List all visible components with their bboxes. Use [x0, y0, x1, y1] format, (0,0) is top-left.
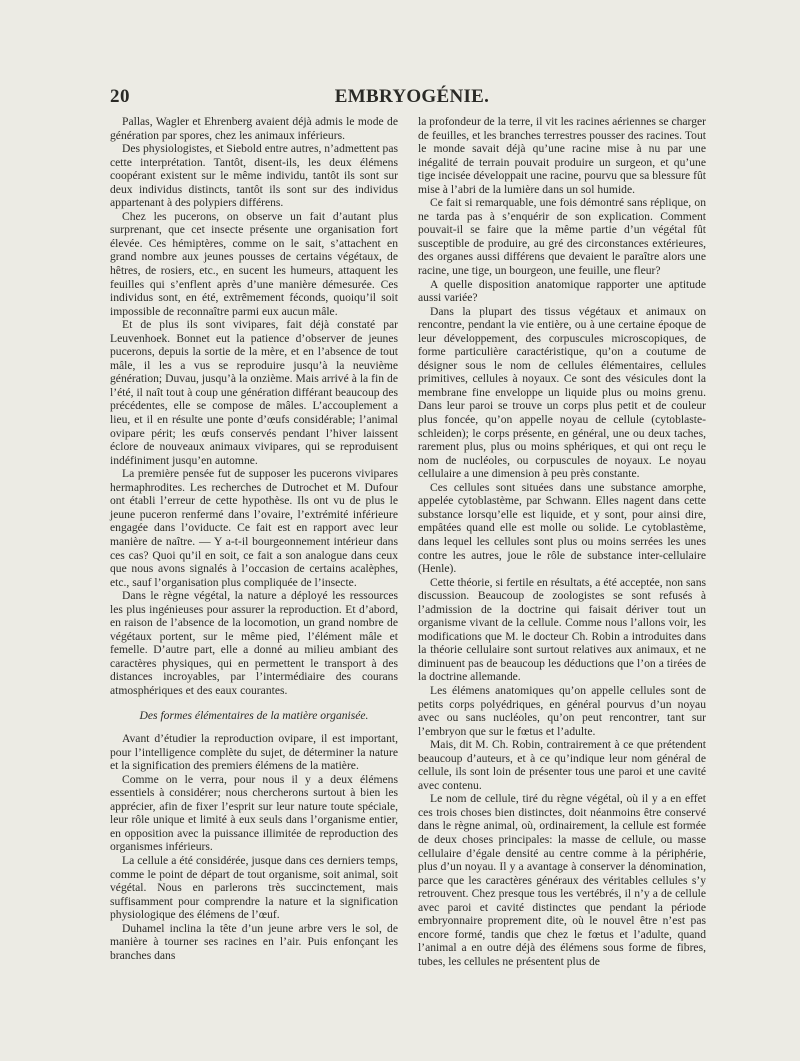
running-title: EMBRYOGÉNIE. [334, 86, 490, 107]
paragraph: la profondeur de la terre, il vit les racines aériennes se charger de feuilles, et les branches terrestres pousser des racines. Tout le monde savait déjà qu’une racine mise à nu par une inégalité de terrain pouvait produire un surgeon, et qu’une tige incisée développait une racine, pourvu que sa blessure fût mise à l’abri de la lumière dans un sol humide. [418, 115, 706, 196]
paragraph: Dans le règne végétal, la nature a déployé les ressources les plus ingénieuses pour assurer la reproduction. Et d’abord, en raison de l’absence de la locomotion, un grand nombre de végétaux portent, sur le même pied, l’élément mâle et femelle. D’autre part, elle a donné au milieu ambiant des caractères physiques, qui en permettent le transport à des distances incroyables, par l’intermédiaire des courans atmosphériques et des eaux courantes. [110, 589, 398, 697]
paragraph: Le nom de cellule, tiré du règne végétal, où il y a en effet ces trois choses bien distinctes, doit néanmoins être conservé dans le règne animal, où, ordinairement, la cellule est formée de deux choses principales: la masse de cellule, ou masse cellulaire d’égale densité au centre comme à la périphérie, plus d’un noyau. Il y a avantage à conserver la dénomination, parce que les caractères généraux des véritables cellules s’y retrouvent. Chez presque tous les vertébrés, il n’y a de cellule avec paroi et cavité distinctes que pendant la période embryonnaire proprement dite, où le nouvel être n’est pas encore formé, tandis que chez le fœtus et l’adulte, quand l’animal a en outre déjà des élémens sous forme de fibres, tubes, les cellules ne présentent plus de [418, 792, 706, 968]
section-heading: Des formes élémentaires de la matière organisée. [139, 708, 369, 722]
paragraph: Ces cellules sont situées dans une substance amorphe, appelée cytoblastème, par Schwann. Elles nagent dans cette substance lorsqu’elle est liquide, et y sont, pour ainsi dire, empâtées quand elle est molle ou solide. Le cytoblastème, dans lequel les cellules sont plus ou moins serrées les unes contre les autres, joue le rôle de substance inter-cellulaire (Henle). [418, 480, 706, 576]
paragraph: Dans la plupart des tissus végétaux et animaux on rencontre, pendant la vie entière, ou à une certaine époque de leur développement, des corpuscules microscopiques, de forme particulière caractéristique, qu’on a coutume de désigner sous le nom de cellules élémentaires, cellules primitives, cellules à noyaux. Ce sont des vésicules dont la membrane fine enveloppe un liquide plus ou moins grenu. Dans leur paroi se trouve un corps plus petit et de couleur plus foncée, qu’on appelle noyau de cellule (cytoblaste-schleiden); le corps présente, en général, une ou deux taches, rarement plus, plus ou moins sphériques, et qui ont reçu le nom de nucléoles, ou corpuscules de noyaux. Le noyau cellulaire a une dimension à peu près constante. [418, 304, 706, 481]
paragraph: Les élémens anatomiques qu’on appelle cellules sont de petits corps polyédriques, en général pourvus d’un noyau avec ou sans nucléoles, qu’on peut rencontrer, tant sur l’embryon que sur le fœtus et l’adulte. [418, 683, 706, 738]
paragraph: La première pensée fut de supposer les pucerons vivipares hermaphrodites. Les recherches de Dutrochet et M. Dufour ont établi l’erreur de cette hypothèse. Ils ont vu de plus le jeune puceron renfermé dans l’ovaire, l’extrémité inférieure engagée dans l’oviducte. Ce fait est en rapport avec leur manière de naître. — Y a-t-il bourgeonnement intérieur dans ces cas? Quoi qu’il en soit, ce fait a son analogue dans ceux que nous avons signalés à l’occasion de certains acalèphes, etc., sauf l’organisation plus compliquée de l’insecte. [110, 467, 398, 589]
paragraph: Mais, dit M. Ch. Robin, contrairement à ce que prétendent beaucoup d’auteurs, et à ce qu’indique leur nom général de cellule, ils sont loin de présenter tous une paroi et une cavité avec contenu. [418, 738, 706, 792]
page-number: 20 [110, 86, 130, 107]
paragraph: Duhamel inclina la tête d’un jeune arbre vers le sol, de manière à tourner ses racines en l’air. Puis enfonçant les branches dans [110, 921, 398, 962]
paragraph: Avant d’étudier la reproduction ovipare, il est important, pour l’intelligence complète du sujet, de déterminer la nature et la signification des premiers élémens de la matière. [110, 732, 398, 773]
paragraph: Et de plus ils sont vivipares, fait déjà constaté par Leuvenhoek. Bonnet eut la patience d’observer de jeunes pucerons, depuis la sortie de la mère, et en l’absence de tout mâle, il les a vus se reproduire jusqu’à la neuvième génération; Duvau, jusqu’à la onzième. Mais arrivé à la fin de l’été, il naît tout à coup une génération différant beaucoup des précédentes, elle se compose de mâles. L’accouplement a lieu, et il en résulte une ponte d’œufs considérable; l’animal ovipare périt; les œufs conservés pendant l’hiver laissent éclore de nouveaux animaux vivipares, qui se reproduisent indéfiniment jusqu’en automne. [110, 318, 398, 467]
paragraph: A quelle disposition anatomique rapporter une aptitude aussi variée? [418, 277, 706, 305]
right-column [418, 115, 706, 968]
paragraph: Cette théorie, si fertile en résultats, a été acceptée, non sans discussion. Beaucoup de zoologistes se sont refusés à l’admission de la doctrine qui faisait dériver tout un organisme vivant de la cellule. Comme nous l’allons voir, les modifications que M. le docteur Ch. Robin a introduites dans la théorie cellulaire sont surtout relatives aux animaux, et ne diminuent pas de beaucoup les déductions que l’on a tirées de la doctrine allemande. [418, 575, 706, 684]
paragraph: Des physiologistes, et Siebold entre autres, n’admettent pas cette interprétation. Tantôt, disent-ils, les deux élémens coopérant existent sur le même individu, tantôt ils sont sur deux individus distincts, tantôt ils sont sur des individus appartenant à des polypiers différens. [110, 142, 398, 210]
left-column [110, 115, 398, 962]
paragraph: Pallas, Wagler et Ehrenberg avaient déjà admis le mode de génération par spores, chez les animaux inférieurs. [110, 115, 398, 142]
paragraph: Comme on le verra, pour nous il y a deux élémens essentiels à considérer; nous chercherons surtout à bien les apprécier, afin de fixer l’esprit sur leur nature toute spéciale, leur rôle unique et limité à eux seuls dans l’organisme entier, en opposition avec la puissance illimitée de reproduction des organismes inférieurs. [110, 772, 398, 854]
page-header [110, 86, 714, 110]
paragraph: La cellule a été considérée, jusque dans ces derniers temps, comme le point de départ de tout organisme, soit animal, soit végétal. Nous en parlerons très succinctement, mais suffisamment pour comprendre la nature et la signification physiologique des élémens de l’œuf. [110, 853, 398, 922]
paragraph: Ce fait si remarquable, une fois démontré sans réplique, on ne tarda pas à s’enquérir de son explication. Comment pouvait-il se faire que la même partie d’un végétal fût susceptible de produire, au gré des circonstances extérieures, des organes aussi différens que devaient le paraître alors une racine, une tige, un bourgeon, une feuille, une fleur? [418, 196, 706, 278]
paragraph: Chez les pucerons, on observe un fait d’autant plus surprenant, que cet insecte présente une organisation fort élevée. Ces hémiptères, comme on le sait, s’attachent en grand nombre aux jeunes pousses de certains végétaux, de hêtres, de rosiers, etc., en sucent les humeurs, attaquent les feuilles qui s’enflent après d’une manière démesurée. Ces individus sont, en été, extrêmement féconds, quoiqu’il soit impossible de reconnaître parmi eux aucun mâle. [110, 209, 398, 318]
